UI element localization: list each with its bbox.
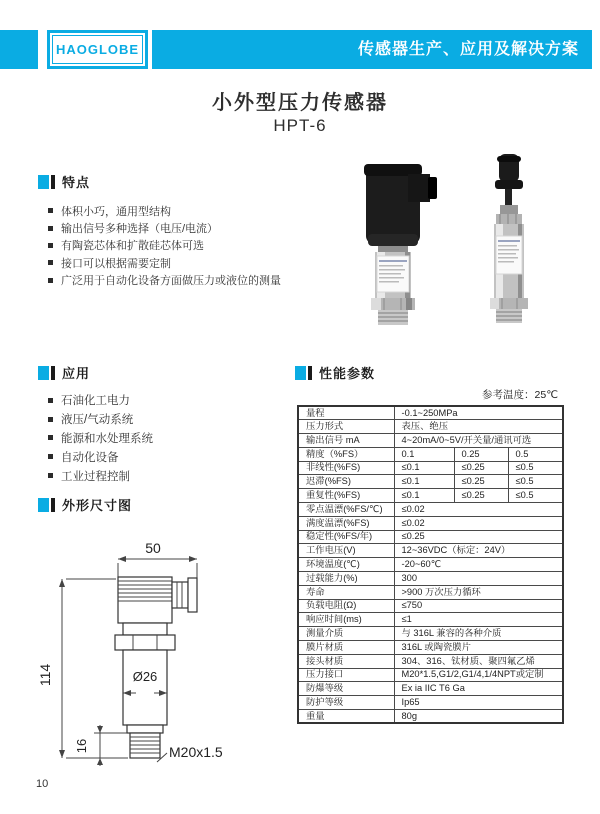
table-row (298, 406, 563, 420)
table-row (298, 420, 563, 434)
parameter-value-cell: 0.5 (508, 447, 563, 461)
parameter-label-cell: 零点温漂(%FS/℃) (298, 503, 394, 517)
list-item (48, 272, 281, 289)
table-row (298, 516, 563, 530)
bullet-square-icon (48, 473, 53, 478)
table-row (298, 654, 563, 668)
parameter-value-cell: 304、316、钛材质、聚四氟乙烯 (394, 654, 563, 668)
list-item (48, 202, 281, 219)
bullet-square-icon (48, 226, 53, 231)
parameter-value-cell: 表压、绝压 (394, 420, 563, 434)
parameter-value-cell: 80g (394, 710, 563, 724)
table-row (298, 503, 563, 517)
table-row (298, 544, 563, 558)
parameter-value-cell: ≤0.5 (508, 475, 563, 489)
list-item (48, 391, 153, 410)
dim-width-label: 50 (145, 540, 161, 556)
applications-list (48, 391, 153, 485)
list-item-label: 输出信号多种选择（电压/电流） (61, 223, 219, 236)
bullet-square-icon (48, 208, 53, 213)
list-item (48, 429, 153, 448)
features-list (48, 202, 281, 289)
section-bar-icon (51, 175, 55, 189)
section-marker-icon (295, 366, 306, 380)
dimension-drawing (30, 535, 265, 773)
parameter-value-cell: 0.1 (394, 447, 454, 461)
dim-diameter-label: Ø26 (132, 669, 158, 684)
dim-thread-length-label: 16 (74, 738, 89, 754)
brand-logo-text: HAOGLOBE (55, 42, 140, 57)
dimensions-heading (38, 495, 132, 514)
section-marker-icon (38, 175, 49, 189)
parameter-value-cell: >900 万次压力循环 (394, 585, 563, 599)
table-row (298, 599, 563, 613)
bullet-square-icon (48, 278, 53, 283)
parameter-label-cell: 环境温度(℃) (298, 558, 394, 572)
parameter-label-cell: 稳定性(%FS/年) (298, 530, 394, 544)
parameter-value-cell: ≤0.1 (394, 489, 454, 503)
header-banner: 传感器生产、应用及解决方案 (152, 30, 592, 69)
table-row (298, 696, 563, 710)
performance-heading (295, 363, 375, 382)
product-model: HPT-6 (273, 116, 327, 135)
table-row (298, 613, 563, 627)
list-item-label: 接口可以根据需要定制 (61, 257, 171, 270)
page-title: 小外型压力传感器 (212, 92, 388, 114)
parameter-value-cell: 12~36VDC（标定：24V） (394, 544, 563, 558)
list-item-label: 液压/气动系统 (61, 414, 134, 427)
features-heading (38, 172, 90, 191)
list-item-label: 有陶瓷芯体和扩散硅芯体可选 (61, 240, 204, 253)
parameter-label-cell: 负载电阻(Ω) (298, 599, 394, 613)
section-bar-icon (51, 498, 55, 512)
parameter-value-cell: ≤0.5 (508, 461, 563, 475)
parameter-value-cell: ≤0.02 (394, 516, 563, 530)
parameter-label-cell: 输出信号 mA (298, 434, 394, 448)
parameter-label-cell: 满度温漂(%FS) (298, 516, 394, 530)
parameter-label-cell: 工作电压(V) (298, 544, 394, 558)
dim-height-label: 114 (37, 663, 53, 687)
table-row (298, 489, 563, 503)
parameter-label-cell: 非线性(%FS) (298, 461, 394, 475)
parameter-value-cell: -20~60℃ (394, 558, 563, 572)
parameter-label-cell: 响应时间(ms) (298, 613, 394, 627)
table-row (298, 682, 563, 696)
list-item-label: 工业过程控制 (61, 470, 130, 483)
dimensions-heading-label: 外形尺寸图 (62, 498, 133, 513)
list-item (48, 410, 153, 429)
table-row (298, 530, 563, 544)
parameter-value-cell: M20*1.5,G1/2,G1/4,1/4NPT或定制 (394, 668, 563, 682)
parameter-label-cell: 压力接口 (298, 668, 394, 682)
sensor-photo-plug (490, 154, 528, 323)
table-row (298, 627, 563, 641)
performance-table (297, 405, 564, 724)
parameter-value-cell: ≤0.25 (454, 489, 508, 503)
parameter-value-cell: ≤0.5 (508, 489, 563, 503)
brand-logo (47, 30, 148, 69)
table-row (298, 710, 563, 724)
parameter-label-cell: 膜片材质 (298, 641, 394, 655)
sensor-photo-din (364, 164, 437, 325)
parameter-label-cell: 防爆等级 (298, 682, 394, 696)
table-row (298, 461, 563, 475)
parameter-label-cell: 迟滞(%FS) (298, 475, 394, 489)
list-item (48, 447, 153, 466)
parameter-value-cell: 4~20mA/0~5V/开关量/通讯可选 (394, 434, 563, 448)
parameter-value-cell: 316L 或陶瓷膜片 (394, 641, 563, 655)
header-accent-block (0, 30, 38, 69)
product-photos (348, 150, 573, 328)
table-row (298, 585, 563, 599)
parameter-value-cell: 0.25 (454, 447, 508, 461)
parameter-value-cell: -0.1~250MPa (394, 406, 563, 420)
list-item (48, 466, 153, 485)
parameter-value-cell: Ex ia IIC T6 Ga (394, 682, 563, 696)
parameter-label-cell: 精度（%FS） (298, 447, 394, 461)
parameter-value-cell: ≤0.25 (454, 475, 508, 489)
list-item-label: 体积小巧，通用型结构 (61, 205, 171, 218)
table-row (298, 447, 563, 461)
table-row (298, 572, 563, 586)
table-row (298, 434, 563, 448)
table-row (298, 668, 563, 682)
parameter-value-cell: ≤0.25 (394, 530, 563, 544)
parameter-label-cell: 重量 (298, 710, 394, 724)
parameter-value-cell: ≤0.25 (454, 461, 508, 475)
section-marker-icon (38, 366, 49, 380)
list-item (48, 237, 281, 254)
bullet-square-icon (48, 260, 53, 265)
applications-heading (38, 363, 90, 382)
dim-thread-spec-label: M20x1.5 (169, 744, 223, 760)
section-bar-icon (308, 366, 312, 380)
list-item-label: 广泛用于自动化设备方面做压力或液位的测量 (61, 275, 281, 288)
parameter-label-cell: 过载能力(%) (298, 572, 394, 586)
parameter-label-cell: 量程 (298, 406, 394, 420)
parameter-label-cell: 接头材质 (298, 654, 394, 668)
section-bar-icon (51, 366, 55, 380)
list-item (48, 219, 281, 236)
parameter-label-cell: 防护等级 (298, 696, 394, 710)
table-row (298, 641, 563, 655)
bullet-square-icon (48, 398, 53, 403)
page-number: 10 (36, 778, 49, 790)
parameter-value-cell: ≤0.1 (394, 461, 454, 475)
reference-temperature-note: 参考温度：25℃ (482, 389, 558, 401)
table-row (298, 558, 563, 572)
parameter-value-cell: ≤1 (394, 613, 563, 627)
parameter-value-cell: ≤0.02 (394, 503, 563, 517)
parameter-label-cell: 测量介质 (298, 627, 394, 641)
bullet-square-icon (48, 243, 53, 248)
bullet-square-icon (48, 417, 53, 422)
bullet-square-icon (48, 454, 53, 459)
parameter-label-cell: 压力形式 (298, 420, 394, 434)
list-item (48, 254, 281, 271)
parameter-value-cell: Ip65 (394, 696, 563, 710)
parameter-value-cell: ≤0.1 (394, 475, 454, 489)
parameter-value-cell: 300 (394, 572, 563, 586)
list-item-label: 石油化工电力 (61, 395, 130, 408)
bullet-square-icon (48, 435, 53, 440)
section-marker-icon (38, 498, 49, 512)
table-row (298, 475, 563, 489)
list-item-label: 能源和水处理系统 (61, 432, 153, 445)
parameter-value-cell: ≤750 (394, 599, 563, 613)
performance-heading-label: 性能参数 (319, 366, 376, 381)
parameter-value-cell: 与 316L 兼容的各种介质 (394, 627, 563, 641)
applications-heading-label: 应用 (62, 366, 91, 381)
features-heading-label: 特点 (62, 175, 91, 190)
list-item-label: 自动化设备 (61, 451, 119, 464)
parameter-label-cell: 重复性(%FS) (298, 489, 394, 503)
parameter-label-cell: 寿命 (298, 585, 394, 599)
